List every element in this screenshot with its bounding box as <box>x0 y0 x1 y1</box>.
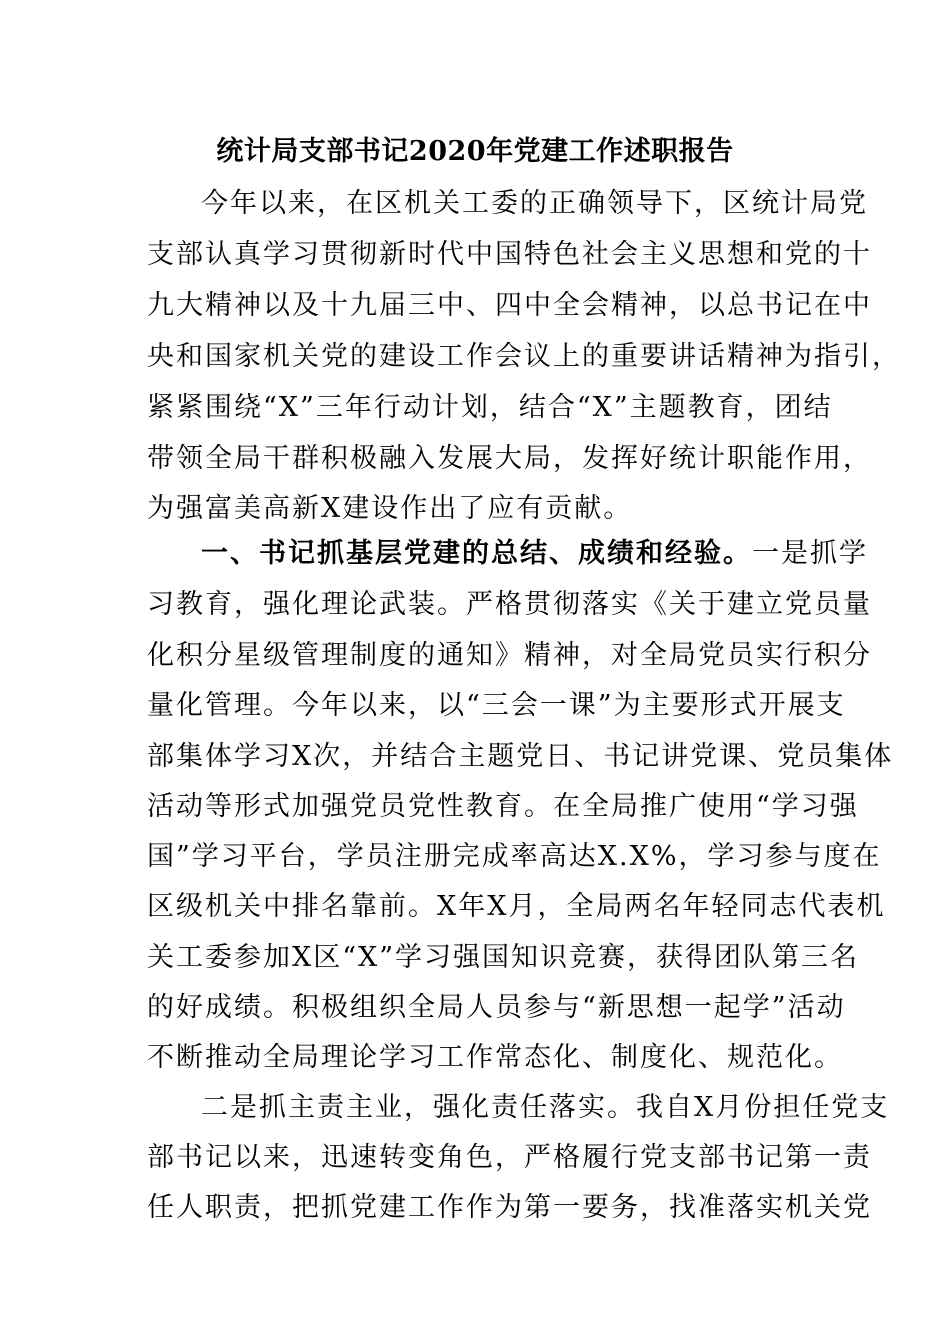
section-heading: 一、书记抓基层党建的总结、成绩和经验。 <box>201 538 752 569</box>
paragraph-line: 国”学习平台，学员注册完成率高达X.X%，学习参与度在 <box>147 841 882 872</box>
paragraph-line: 不断推动全局理论学习工作常态化、制度化、规范化。 <box>147 1042 843 1073</box>
paragraph-line: 为强富美高新X建设作出了应有贡献。 <box>147 493 633 524</box>
document-title: 统计局支部书记2020年党建工作述职报告 <box>216 136 734 167</box>
paragraph-line: 的好成绩。积极组织全局人员参与“新思想一起学”活动 <box>147 992 846 1023</box>
paragraph-line: 量化管理。今年以来，以“三会一课”为主要形式开展支 <box>147 690 846 721</box>
paragraph-line: 部书记以来，迅速转变角色，严格履行党支部书记第一责 <box>147 1142 872 1173</box>
paragraph-line: 央和国家机关党的建设工作会议上的重要讲话精神为指引， <box>147 341 901 372</box>
paragraph-line: 区级机关中排名靠前。X年X月，全局两名年轻同志代表机 <box>147 891 886 922</box>
paragraph-line: 支部认真学习贯彻新时代中国特色社会主义思想和党的十 <box>147 239 872 270</box>
paragraph-line: 带领全局干群积极融入发展大局，发挥好统计职能作用， <box>147 443 872 474</box>
paragraph-line: 今年以来，在区机关工委的正确领导下，区统计局党 <box>201 188 868 219</box>
section-heading-continuation: 一是抓学 <box>752 538 868 569</box>
paragraph-line: 部集体学习X次，并结合主题党日、书记讲党课、党员集体 <box>147 741 894 772</box>
paragraph-line: 活动等形式加强党员党性教育。在全局推广使用“学习强 <box>147 791 859 822</box>
paragraph-line: 任人职责，把抓党建工作作为第一要务，找准落实机关党 <box>147 1192 872 1223</box>
section-heading-line <box>201 534 868 574</box>
paragraph-line: 九大精神以及十九届三中、四中全会精神，以总书记在中 <box>147 290 872 321</box>
paragraph-line: 二是抓主责主业，强化责任落实。我自X月份担任党支 <box>201 1092 890 1123</box>
paragraph-line: 紧紧围绕“X”三年行动计划，结合“X”主题教育，团结 <box>147 392 833 423</box>
paragraph-line: 习教育，强化理论武装。严格贯彻落实《关于建立党员量 <box>147 589 872 620</box>
paragraph-line: 化积分星级管理制度的通知》精神，对全局党员实行积分 <box>147 640 872 671</box>
paragraph-line: 关工委参加X区“X”学习强国知识竞赛，获得团队第三名 <box>147 942 860 973</box>
